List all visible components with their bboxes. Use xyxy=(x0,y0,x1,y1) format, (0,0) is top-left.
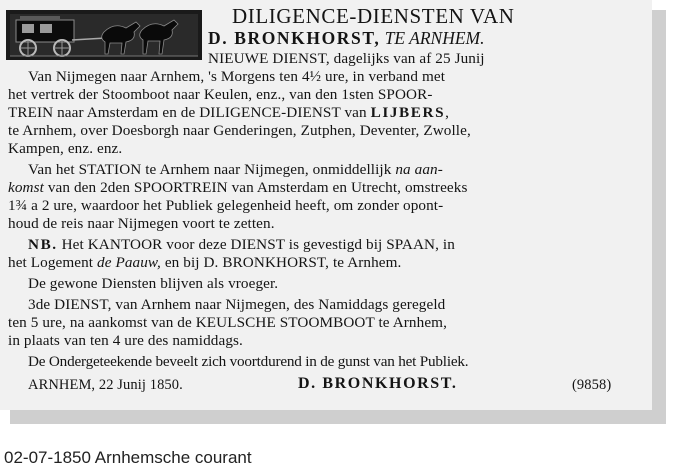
advert-title: DILIGENCE-DIENSTEN VAN xyxy=(232,4,515,28)
text-line xyxy=(8,104,449,122)
text-line: ten 5 ure, na aankomst van de KEULSCHE STOOMBOOT te Arnhem, xyxy=(8,314,447,331)
text-span-bold: LIJBERS xyxy=(370,104,446,121)
text-line: Kampen, enz. enz. xyxy=(8,140,123,157)
text-line: Van Nijmegen naar Arnhem, 's Morgens ten 4½ ure, in verband met xyxy=(28,68,446,85)
advert-subtitle xyxy=(208,28,485,49)
proprietor-name: D. BRONKHORST, xyxy=(208,28,381,48)
stagecoach-illustration xyxy=(6,10,202,60)
text-line xyxy=(28,236,455,254)
text-line: te Arnhem, over Doesborgh naar Genderingen, Zutphen, Deventer, Zwolle, xyxy=(8,122,471,139)
text-span: , xyxy=(445,104,450,121)
text-line: in plaats van ten 4 ure des namiddags. xyxy=(8,332,243,349)
text-line: NIEUWE DIENST, dagelijks van af 25 Junij xyxy=(208,50,485,67)
text-line: 3de DIENST, van Arnhem naar Nijmegen, des Namiddags geregeld xyxy=(28,296,446,313)
signature-name: D. BRONKHORST. xyxy=(298,375,458,392)
text-line: 1¾ a 2 ure, waardoor het Publiek gelegenheid heeft, om zonder opont- xyxy=(8,197,444,214)
text-line: houd de reis naar Nijmegen voort te zetten. xyxy=(8,215,275,232)
text-span: het Logement xyxy=(8,254,94,271)
text-line: De Ondergeteekende beveelt zich voortdurend in de gunst van het Publiek. xyxy=(28,353,469,370)
text-line: het vertrek der Stoomboot naar Keulen, enz., van den 1sten SPOOR- xyxy=(8,86,433,103)
text-line xyxy=(8,179,467,197)
text-line: De gewone Diensten blijven als vroeger. xyxy=(28,275,279,292)
advert-reference-number: (9858) xyxy=(572,377,612,393)
proprietor-place: TE ARNHEM. xyxy=(384,28,485,48)
text-span-italic: komst xyxy=(8,179,44,196)
text-span-bold: NB. xyxy=(28,236,58,253)
signature-place-date: ARNHEM, 22 Junij 1850. xyxy=(28,377,183,393)
text-span: van den 2den SPOORTREIN van Amsterdam en Utrecht, omstreeks xyxy=(47,179,468,196)
text-span: en bij D. BRONKHORST, te Arnhem. xyxy=(164,254,402,271)
text-span: Van het STATION te Arnhem naar Nijmegen, onmiddellijk xyxy=(28,161,392,178)
text-span-italic: na aan- xyxy=(395,161,443,178)
text-span-italic: de Paauw, xyxy=(97,254,161,271)
text-span: TREIN naar Amsterdam en de DILIGENCE-DIENST van xyxy=(8,104,367,121)
text-span: Het KANTOOR voor deze DIENST is gevestigd bij SPAAN, in xyxy=(61,236,455,253)
text-line xyxy=(8,254,401,272)
text-line xyxy=(28,161,443,179)
image-caption: 02-07-1850 Arnhemsche courant xyxy=(4,448,252,467)
